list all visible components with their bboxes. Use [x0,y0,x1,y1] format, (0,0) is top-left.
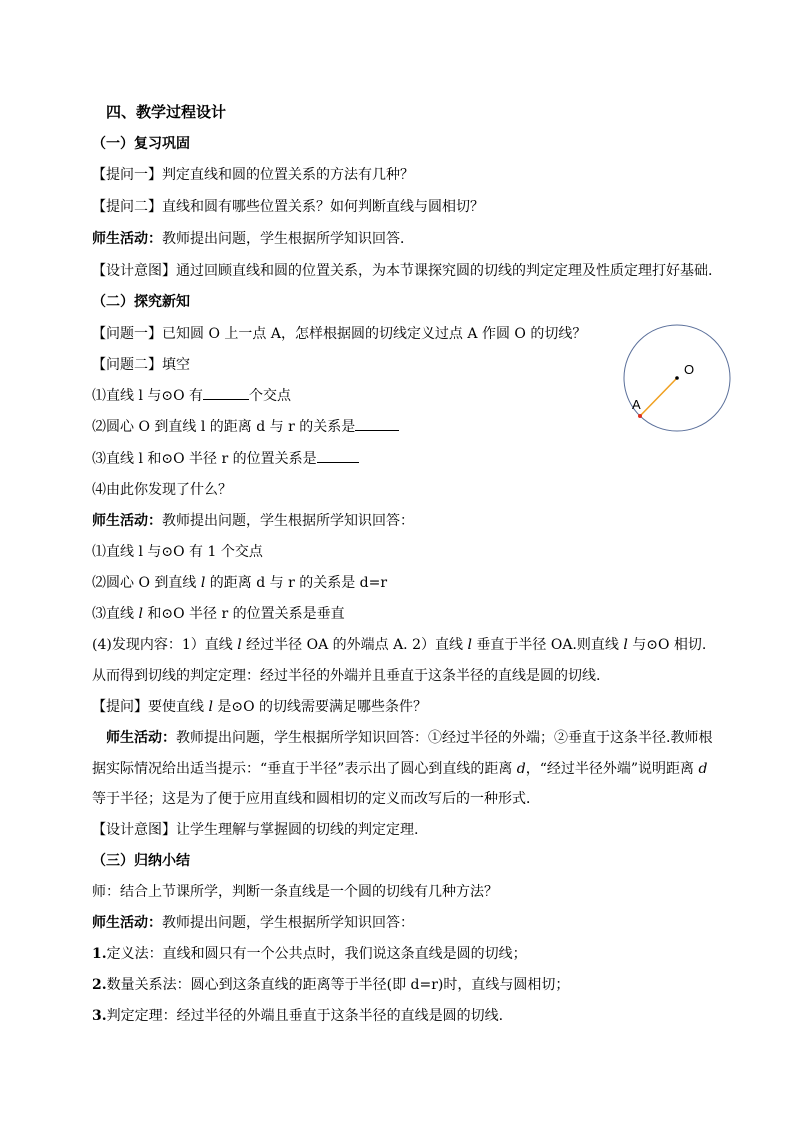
activity-text: 教师提出问题，学生根据所学知识回答： [162,513,414,529]
intent-text: 通过回顾直线和圆的位置关系，为本节课探究圆的切线的判定定理及性质定理打好基础. [176,263,713,279]
activity-text: 教师提出问题，学生根据所学知识回答： [162,915,414,931]
circle-figure [620,324,736,436]
part2-activity [92,512,414,530]
intent-text: 让学生理解与掌握圆的切线的判定定理. [176,822,419,838]
activity-text: 教师提出问题，学生根据所学知识回答：①经过半径的外端；②垂直于这条半径.教师根 [176,730,713,746]
activity-tag: 师生活动： [92,915,162,931]
activity-text: 据实际情况给出适当提示：“垂直于半径”表示出了圆心到直线的距离 [92,761,517,777]
answer-text: 和⊙O 半径 r 的位置关系是垂直 [142,606,345,622]
problem-tag: 【问题二】 [92,357,162,373]
part2-heading: （二）探究新知 [92,294,190,310]
part1-question-1 [92,166,414,184]
fill-item-4: ⑷由此你发现了什么？ [92,482,232,498]
fill-text: ⑵圆心 O 到直线 l 的距离 d 与 r 的关系是 [92,419,356,435]
answer-2 [92,574,387,592]
radius-oa [640,378,677,416]
line-symbol: l [138,606,143,622]
part2-question [92,698,427,716]
answer-text: 与⊙O 相切. [627,637,707,653]
answer-text: (4)发现内容：1）直线 [92,637,238,653]
tangent-theorem: 从而得到切线的判定定理：经过半径的外端并且垂直于这条半径的直线是圆的切线. [92,668,601,684]
fill-blank [355,418,399,431]
answer-text: 的距离 d 与 r 的关系是 d=r [205,575,388,591]
center-point [675,376,679,380]
method-text: 定义法：直线和圆只有一个公共点时，我们说这条直线是圆的切线； [106,946,527,962]
fill-blank [317,450,359,463]
fill-item-1 [92,387,291,405]
activity-tag: 师生活动： [92,513,162,529]
fill-blank [203,387,249,400]
activity-text: 教师提出问题，学生根据所学知识回答． [162,231,414,247]
fill-suffix: 个交点 [249,388,292,404]
fill-text: ⑴直线 l 与⊙O 有 [92,388,204,404]
distance-symbol: d [698,761,708,777]
part1-intent [92,262,712,280]
method-number: 3. [92,1008,107,1024]
point-label: A [632,397,641,412]
activity-text: ，“经过半径外端”说明距离 [525,761,699,777]
question-text: 要使直线 [148,699,209,715]
part2-intent [92,821,418,839]
part1-activity [92,230,414,248]
line-symbol: l [237,637,242,653]
method-2 [92,976,569,994]
line-symbol: l [208,699,213,715]
method-text: 判定定理：经过半径的外端且垂直于这条半径的直线是圆的切线. [106,1008,504,1024]
part3-teacher-question [92,883,498,901]
question-text: 是⊙O 的切线需要满足哪些条件？ [212,699,428,715]
part2-problem-2 [92,356,190,374]
center-label: O [684,362,695,377]
distance-symbol: d [516,761,526,777]
intent-tag: 【设计意图】 [92,822,176,838]
method-3 [92,1007,503,1025]
answer-text: 垂直于半径 OA.则直线 [471,637,624,653]
answer-3 [92,605,345,623]
section-title: 四、教学过程设计 [106,103,227,121]
question-text: 直线和圆有哪些位置关系？如何判断直线与圆相切？ [162,199,484,215]
part2-activity-2-line1 [106,729,712,747]
problem-text: 已知圆 O 上一点 A，怎样根据圆的切线定义过点 A 作圆 O 的切线？ [162,326,587,342]
part1-heading: （一）复习巩固 [92,136,190,152]
answer-text: 经过半径 OA 的外端点 A. 2）直线 [241,637,468,653]
part3-heading: （三）归纳小结 [92,853,190,869]
activity-tag: 师生活动： [92,231,162,247]
fill-item-2 [92,418,399,436]
answer-1: ⑴直线 l 与⊙O 有 1 个交点 [92,544,263,560]
problem-tag: 【问题一】 [92,326,162,342]
fill-item-3 [92,450,359,468]
fill-text: ⑶直线 l 和⊙O 半径 r 的位置关系是 [92,451,317,467]
line-symbol: l [467,637,472,653]
part2-activity-2-line3: 等于半径；这是为了便于应用直线和圆相切的定义而改写后的一种形式． [92,791,540,807]
method-text: 数量关系法：圆心到这条直线的距离等于半径(即 d=r)时，直线与圆相切； [106,977,570,993]
activity-tag: 师生活动： [106,730,176,746]
answer-text: ⑵圆心 O 到直线 [92,575,201,591]
question-tag: 【提问二】 [92,199,162,215]
answer-4 [92,636,706,654]
method-1 [92,945,527,963]
question-tag: 【提问一】 [92,167,162,183]
problem-text: 填空 [162,357,190,373]
part2-problem-1 [92,325,586,343]
answer-text: ⑶直线 [92,606,139,622]
teacher-text: 结合上节课所学，判断一条直线是一个圆的切线有几种方法？ [120,884,498,900]
part2-activity-2-line2 [92,760,707,778]
line-symbol: l [623,637,628,653]
question-tag: 【提问】 [92,699,148,715]
method-number: 1. [92,946,107,962]
part1-question-2 [92,198,484,216]
method-number: 2. [92,977,107,993]
point-a [638,414,642,418]
teacher-tag: 师： [92,884,120,900]
question-text: 判定直线和圆的位置关系的方法有几种？ [162,167,414,183]
part3-activity [92,914,414,932]
line-symbol: l [200,575,206,591]
intent-tag: 【设计意图】 [92,263,176,279]
